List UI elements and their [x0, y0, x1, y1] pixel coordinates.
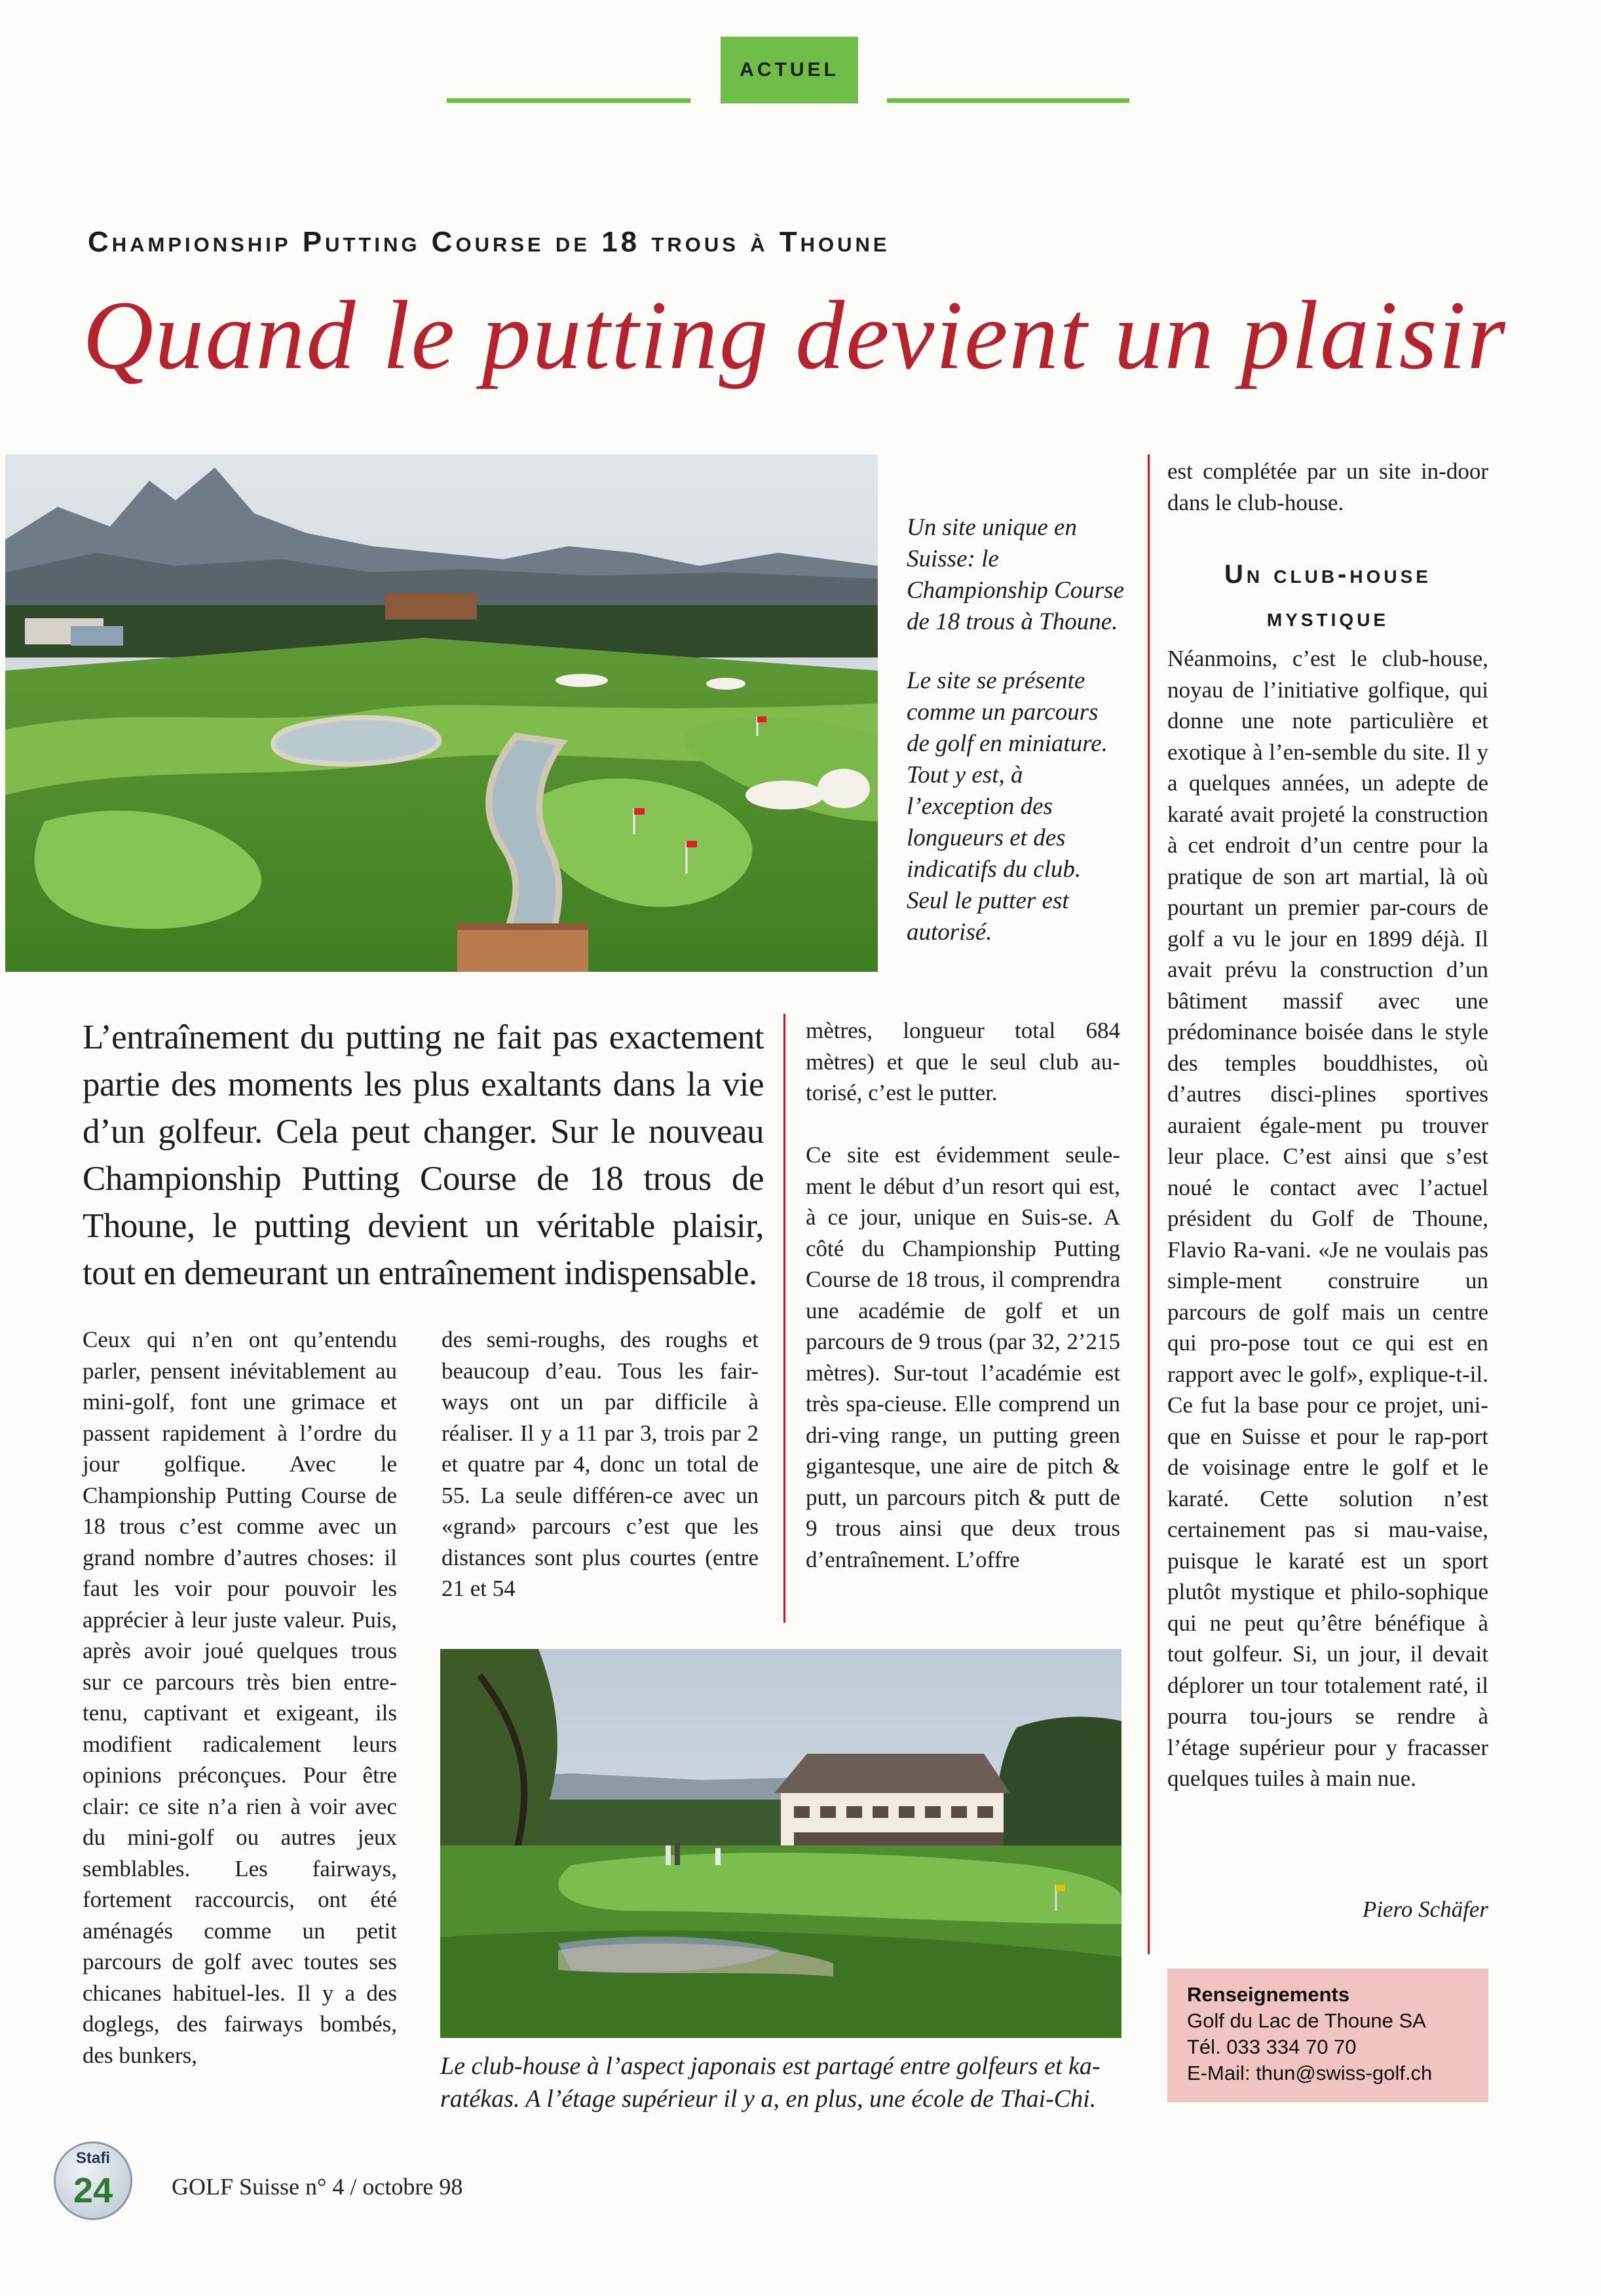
lead-paragraph: L’entraînement du putting ne fait pas exactement partie des moments les plus exaltants dans la vie d’un golfeur. Cela peut changer. Sur le nouveau Championship Putting Course de 18 trous de Thoune, le putting devient un véritable plaisir, tout en demeurant un entraînement indispensable. [83, 1018, 764, 1292]
badge-logo-text: Stafi [75, 2149, 110, 2167]
info-email: E-Mail: thun@swiss-golf.ch [1187, 2062, 1433, 2084]
divider-left [447, 98, 690, 103]
body-column-3b: Ce site est évidemment seule-ment le début d’un resort qui est, à ce jour, unique en Suis-se. A côté du Championship Putting Course de 18 trous, il comprendra une académie de golf et un parcours de 9 trous (par 32, 2’215 mètres). Sur-tout l’académie est très spa-cieuse. Elle comprend un dri-ving range, un putting green gigantesque, une aire de pitch & putt, un parcours pitch & putt de 9 trous ainsi que deux trous d’entraînement. L’offre [806, 1142, 1120, 1572]
clubhouse-photo [440, 1649, 1121, 2038]
section-tab [721, 37, 858, 103]
page-number-badge [54, 2141, 132, 2220]
body-column-1: Ceux qui n’en ont qu’entendu parler, pensent inévitablement au mini-golf, font une grimace et passent rapidement à l’ordre du jour golfique. Avec le Championship Putting Course de 18 trous c’est comme avec un grand nombre d’autres choses: il faut les voir pour pouvoir les apprécier à leur juste valeur. Puis, après avoir joué quelques trous sur ce parcours très bien entre-tenu, captivant et exigeant, ils modifient radicalement leurs opinions préconçues. Pour être clair: ce site n’a rien à voir avec du mini-golf ou autres jeux semblables. Les fairways, fortement raccourcis, ont été aménagés comme un petit parcours de golf avec toutes ses chicanes habituel-les. Il y a des doglegs, des fairways bombés, des bunkers, [83, 1327, 397, 2068]
photo-caption-2: Le club-house à l’aspect japonais est partagé entre golfeurs et ka-ratékas. A l’étage supérieur il y a, en plus, une école de Thai-Chi. [440, 2052, 1101, 2113]
caption-1-body: Le site se présente comme un parcours de golf en miniature. Tout y est, à l’exception des longueurs et des indicatifs du club. Seul le putter est autorisé. [907, 667, 1108, 946]
subheading: Un club-house mystique [1224, 560, 1431, 632]
publication-footer: GOLF Suisse n° 4 / octobre 98 [172, 2174, 463, 2200]
photo-caption-1 [907, 512, 1127, 948]
body-column-4a: est complétée par un site in-door dans le club-house. [1167, 458, 1488, 515]
kicker: Championship Putting Course de 18 trous à Thoune [88, 226, 890, 258]
body-column-2: des semi-roughs, des roughs et beaucoup d’eau. Tous les fair-ways ont un par difficile à réaliser. Il y a 11 par 3, trois par 2 et quatre par 4, donc un total de 55. La seule différen-ce avec un «grand» parcours c’est que les distances sont plus courtes (entre 21 et 54 [442, 1327, 759, 1601]
headline: Quand le putting devient un plaisir [83, 281, 1507, 390]
course-aerial-photo [5, 454, 878, 972]
section-label: ACTUEL [740, 59, 839, 81]
info-box [1167, 1969, 1488, 2102]
column-rule-right [1148, 454, 1150, 1954]
body-column-4b: Néanmoins, c’est le club-house, noyau de l’initiative golfique, qui donne une note particulière et exotique à l’en-semble du site. Il y a quelques années, un adepte de karaté avait projeté la construction à cet endroit d’un centre pour la pratique de son art martial, là où pourtant un premier par-cours de golf a vu le jour en 1899 déjà. Il avait prévu la construction d’un bâtiment massif avec une prédominance boisée dans le style des temples bouddhistes, où d’autres disci-plines sportives auraient égale-ment pu trouver leur place. C’est ainsi que s’est noué le contact avec l’actuel président du Golf de Thoune, Flavio Ra-vani. «Je ne voulais pas simple-ment construire un parcours de golf mais un centre qui pro-pose tout ce qui est en rapport avec le golf», explique-t-il. Ce fut la base pour ce projet, uni-que en Suisse et pour le rap-port de voisinage entre le golf et le karaté. Cette solution n’est certainement pas si mau-vaise, puisque le karaté est un sport plutôt mystique et philo-sophique qui ne peut qu’être bénéfique à tout golfeur. Si, un jour, il devait déplorer un tour totalement raté, il pourra tou-jours se rendre à l’étage supérieur pour y fracasser quelques tuiles à main nue. [1167, 646, 1488, 1791]
divider-right [887, 98, 1129, 103]
info-name: Golf du Lac de Thoune SA [1187, 2009, 1426, 2032]
info-title: Renseignements [1187, 1983, 1350, 2006]
body-column-3a: mètres, longueur total 684 mètres) et que le seul club au-torisé, c’est le putter. [806, 1018, 1120, 1105]
author-byline: Piero Schäfer [1362, 1897, 1488, 1922]
caption-1-intro: Un site unique en Suisse: le Championship Course de 18 trous à Thoune. [907, 514, 1125, 635]
info-phone: Tél. 033 334 70 70 [1187, 2035, 1357, 2058]
column-rule-mid [783, 1014, 785, 1623]
page-number: 24 [73, 2171, 113, 2210]
